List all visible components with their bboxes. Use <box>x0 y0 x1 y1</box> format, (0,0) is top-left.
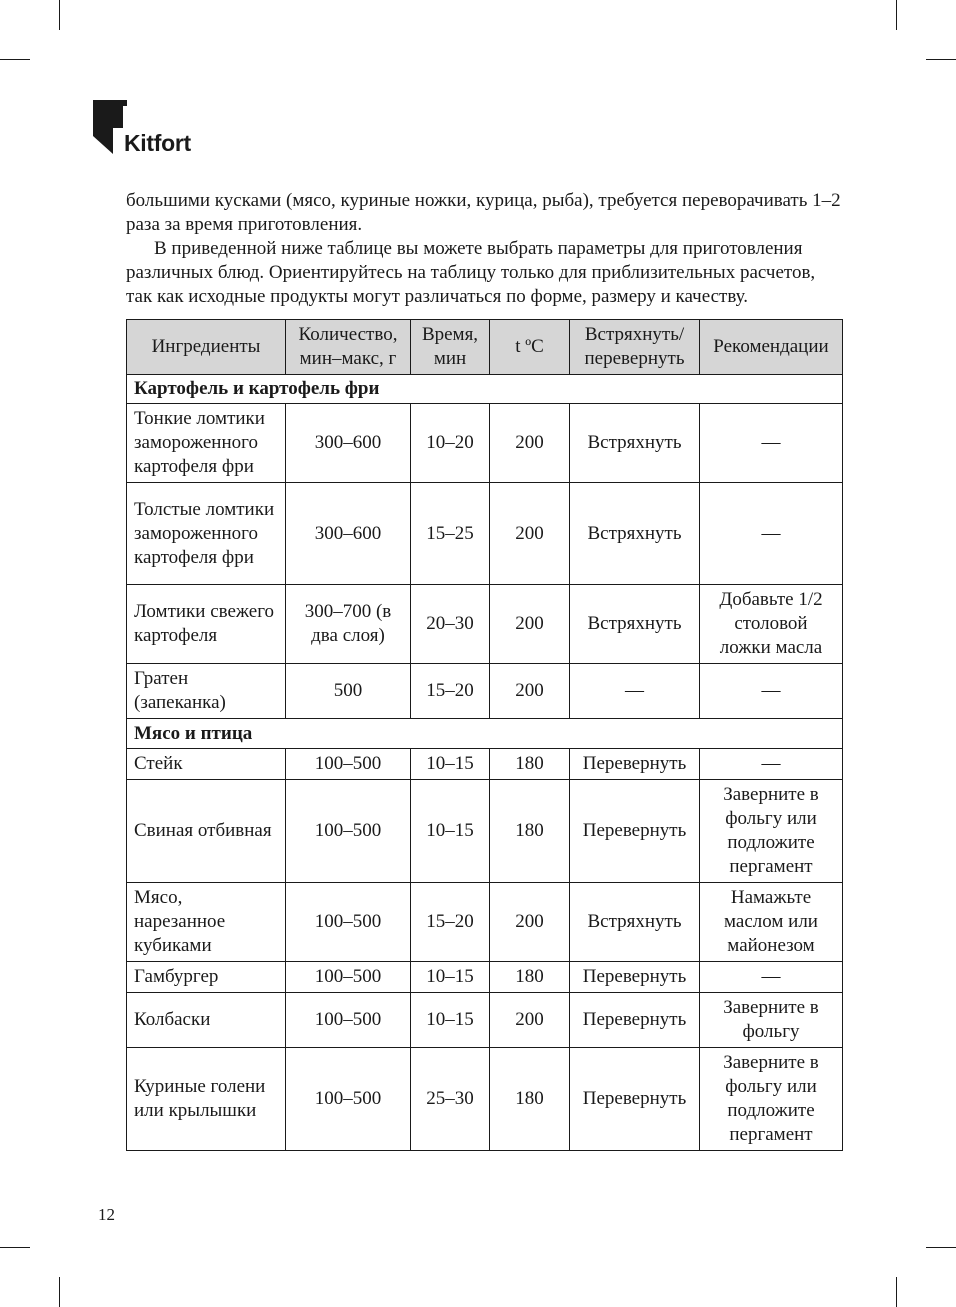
header-shake-flip: Встряхнуть/ перевернуть <box>570 320 700 375</box>
header-time: Время, мин <box>411 320 490 375</box>
cell-action: Перевернуть <box>570 962 700 993</box>
header-ingredients: Ингредиенты <box>127 320 286 375</box>
cell-action: Встряхнуть <box>570 404 700 483</box>
table-row <box>127 749 843 780</box>
crop-mark <box>926 59 956 60</box>
cell-recommendation: — <box>700 404 843 483</box>
cell-temperature: 180 <box>490 962 570 993</box>
table-row <box>127 404 843 483</box>
crop-mark <box>0 1247 30 1248</box>
cell-ingredient: Мясо, нарезанное кубиками <box>127 883 286 962</box>
cell-action: Встряхнуть <box>570 483 700 585</box>
cell-quantity: 100–500 <box>286 993 411 1048</box>
header-recommendations: Рекомендации <box>700 320 843 375</box>
cell-ingredient: Куриные голени или крылышки <box>127 1048 286 1151</box>
crop-mark <box>896 1277 897 1307</box>
cell-recommendation: — <box>700 483 843 585</box>
table-row <box>127 962 843 993</box>
table-header-row <box>127 320 843 375</box>
cell-quantity: 100–500 <box>286 780 411 883</box>
cell-recommendation: — <box>700 962 843 993</box>
cell-temperature: 180 <box>490 749 570 780</box>
table-row <box>127 483 843 585</box>
section-row <box>127 719 843 749</box>
cell-ingredient: Толстые ломтики замороженного картофеля фри <box>127 483 286 585</box>
cell-recommendation: Заверните в фольгу или подложите пергамент <box>700 1048 843 1151</box>
cell-recommendation: — <box>700 749 843 780</box>
table-row <box>127 585 843 664</box>
cell-temperature: 200 <box>490 993 570 1048</box>
crop-mark <box>0 59 30 60</box>
cell-quantity: 500 <box>286 664 411 719</box>
table-row <box>127 664 843 719</box>
cell-ingredient: Ломтики свежего картофеля <box>127 585 286 664</box>
cell-time: 10–20 <box>411 404 490 483</box>
cell-ingredient: Стейк <box>127 749 286 780</box>
section-title: Картофель и картофель фри <box>127 375 843 404</box>
cell-recommendation: Намажьте маслом или майонезом <box>700 883 843 962</box>
cell-temperature: 200 <box>490 404 570 483</box>
table-row <box>127 993 843 1048</box>
cell-ingredient: Гратен (запеканка) <box>127 664 286 719</box>
cell-recommendation: — <box>700 664 843 719</box>
cell-time: 15–20 <box>411 883 490 962</box>
cell-quantity: 100–500 <box>286 883 411 962</box>
cell-recommendation: Добавьте 1/2 столовой ложки масла <box>700 585 843 664</box>
crop-mark <box>896 0 897 30</box>
cell-action: Встряхнуть <box>570 585 700 664</box>
cell-action: Встряхнуть <box>570 883 700 962</box>
crop-mark <box>59 0 60 30</box>
cell-action: Перевернуть <box>570 749 700 780</box>
cell-time: 10–15 <box>411 780 490 883</box>
intro-paragraph-1: большими кусками (мясо, куриные ножки, курица, рыба), требуется переворачивать 1–2 раза за время приготовления. <box>126 190 841 235</box>
table-row <box>127 1048 843 1151</box>
page-number: 12 <box>98 1205 115 1224</box>
cell-action: — <box>570 664 700 719</box>
cell-ingredient: Свиная отбивная <box>127 780 286 883</box>
brand-name: Kitfort <box>124 130 191 156</box>
cell-action: Перевернуть <box>570 993 700 1048</box>
cell-action: Перевернуть <box>570 1048 700 1151</box>
cell-time: 10–15 <box>411 993 490 1048</box>
crop-mark <box>926 1247 956 1248</box>
cell-action: Перевернуть <box>570 780 700 883</box>
cell-time: 25–30 <box>411 1048 490 1151</box>
cell-quantity: 300–600 <box>286 483 411 585</box>
cell-quantity: 300–700 (в два слоя) <box>286 585 411 664</box>
table-row <box>127 780 843 883</box>
cell-time: 20–30 <box>411 585 490 664</box>
cell-quantity: 100–500 <box>286 1048 411 1151</box>
table-row <box>127 883 843 962</box>
cell-recommendation: Заверните в фольгу <box>700 993 843 1048</box>
cell-time: 10–15 <box>411 749 490 780</box>
cell-temperature: 180 <box>490 780 570 883</box>
section-row <box>127 375 843 404</box>
cell-quantity: 100–500 <box>286 749 411 780</box>
section-title: Мясо и птица <box>127 719 843 749</box>
cell-time: 15–25 <box>411 483 490 585</box>
cell-time: 10–15 <box>411 962 490 993</box>
cell-temperature: 200 <box>490 664 570 719</box>
header-temperature: t ºC <box>490 320 570 375</box>
intro-paragraph-2: В приведенной ниже таблице вы можете выбрать параметры для приготовления различных блюд. Ориентируйтесь на таблицу только для приблизительных расчетов, так как исходные продукты могут различаться по форме, размеру и качеству. <box>126 238 816 307</box>
cell-ingredient: Тонкие ломтики замороженного картофеля фри <box>127 404 286 483</box>
cell-temperature: 200 <box>490 883 570 962</box>
crop-mark <box>59 1277 60 1307</box>
cell-ingredient: Гамбургер <box>127 962 286 993</box>
cell-time: 15–20 <box>411 664 490 719</box>
cell-temperature: 200 <box>490 483 570 585</box>
header-quantity: Количество, мин–макс, г <box>286 320 411 375</box>
cell-ingredient: Колбаски <box>127 993 286 1048</box>
cell-temperature: 200 <box>490 585 570 664</box>
kitfort-logo <box>93 100 213 160</box>
cell-recommendation: Заверните в фольгу или подложите пергамент <box>700 780 843 883</box>
cell-quantity: 100–500 <box>286 962 411 993</box>
cooking-table <box>126 319 843 1151</box>
cell-temperature: 180 <box>490 1048 570 1151</box>
cell-quantity: 300–600 <box>286 404 411 483</box>
